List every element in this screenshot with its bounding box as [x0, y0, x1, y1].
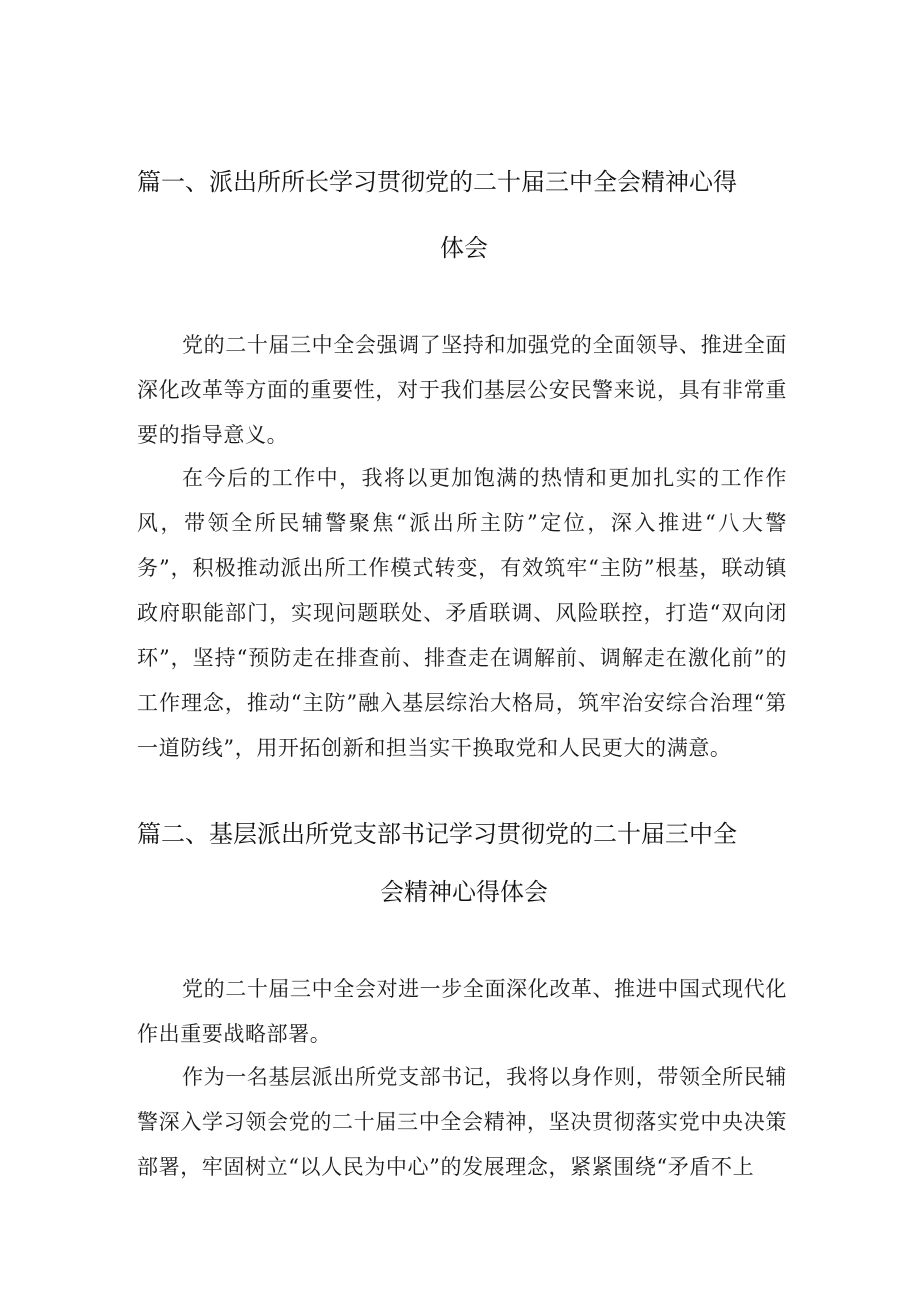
section-2-paragraph-2: 作为一名基层派出所党支部书记，我将以身作则，带领全所民辅警深入学习领会党的二十届三中全会精神，坚决贯彻落实党中央决策部署，牢固树立“以人民为中心”的发展理念，紧紧围绕“矛盾不上 [137, 1065, 787, 1179]
section-1-paragraph-1: 党的二十届三中全会强调了坚持和加强党的全面领导、推进全面深化改革等方面的重要性，对于我们基层公安民警来说，具有非常重要的指导意义。 [137, 333, 787, 447]
section-1-title-line-1: 篇一、派出所所长学习贯彻党的二十届三中全会精神心得 [137, 168, 737, 196]
section-2-title-line-1: 篇二、基层派出所党支部书记学习贯彻党的二十届三中全 [137, 820, 737, 848]
section-2-title-line-2: 会精神心得体会 [380, 878, 548, 906]
section-1-paragraph-2: 在今后的工作中，我将以更加饱满的热情和更加扎实的工作作风，带领全所民辅警聚焦“派出所主防”定位，深入推进“八大警务”，积极推动派出所工作模式转变，有效筑牢“主防”根基，联动镇政府职能部门，实现问题联处、矛盾联调、风险联控，打造“双向闭环”，坚持“预防走在排查前、排查走在调解前、调解走在激化前”的工作理念，推动“主防”融入基层综治大格局，筑牢治安综合治理“第一道防线”，用开拓创新和担当实干换取党和人民更大的满意。 [137, 466, 787, 760]
section-2-paragraph-1: 党的二十届三中全会对进一步全面深化改革、推进中国式现代化作出重要战略部署。 [137, 977, 787, 1046]
section-1-title-line-2: 体会 [440, 234, 488, 262]
